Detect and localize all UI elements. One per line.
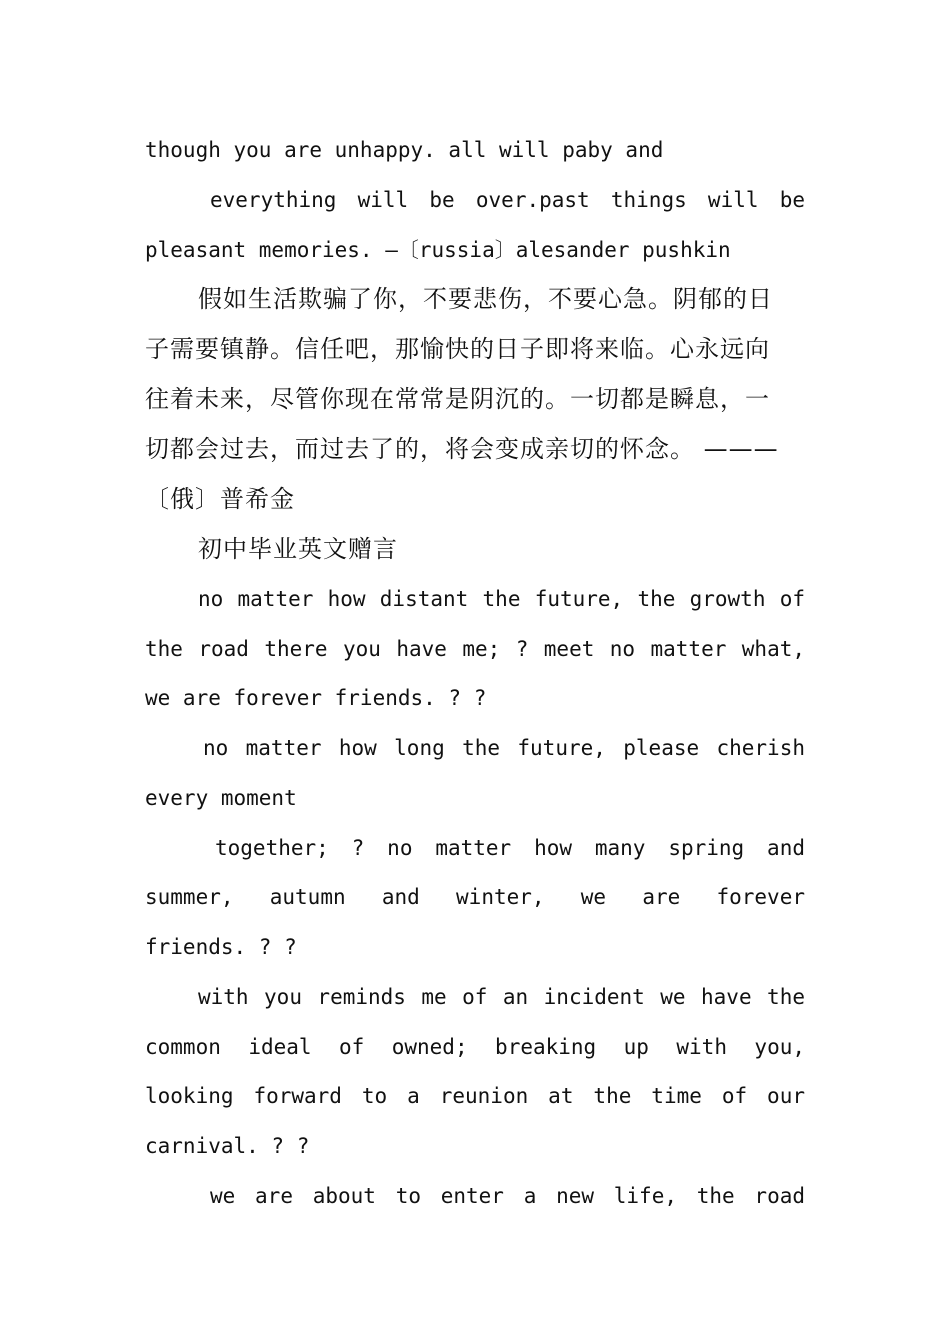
text-line: 切都会过去，而过去了的，将会变成亲切的怀念。 ——— — [145, 435, 779, 463]
text-line: 〔俄〕普希金 — [145, 485, 295, 513]
text-line: friends. ? ? — [145, 935, 297, 959]
text-line: everything will be over.past things will be — [210, 188, 805, 212]
text-line: with you reminds me of an incident we have the — [198, 985, 805, 1009]
text-line: the road there you have me; ? meet no matter what, — [145, 637, 805, 661]
section-heading: 初中毕业英文赠言 — [198, 535, 398, 563]
text-line: summer, autumn and winter, we are forever — [145, 885, 805, 909]
text-line: no matter how distant the future, the growth of — [198, 587, 805, 611]
text-line: 往着未来，尽管你现在常常是阴沉的。一切都是瞬息，一 — [145, 385, 770, 413]
text-line: we are about to enter a new life, the road — [210, 1184, 805, 1208]
text-line: 子需要镇静。信任吧，那愉快的日子即将来临。心永远向 — [145, 335, 770, 363]
text-line: common ideal of owned; breaking up with you, — [145, 1035, 805, 1059]
text-line: every moment — [145, 786, 297, 810]
text-line: looking forward to a reunion at the time of our — [145, 1084, 805, 1108]
text-line: no matter how long the future, please cherish — [203, 736, 805, 760]
text-line: pleasant memories. —〔russia〕alesander pushkin — [145, 238, 731, 262]
text-line: though you are unhappy. all will paby and — [145, 138, 664, 162]
text-line: 假如生活欺骗了你，不要悲伤，不要心急。阴郁的日 — [198, 285, 773, 313]
text-line: we are forever friends. ? ? — [145, 686, 487, 710]
text-line: carnival. ? ? — [145, 1134, 310, 1158]
text-line: together; ? no matter how many spring and — [215, 836, 805, 860]
